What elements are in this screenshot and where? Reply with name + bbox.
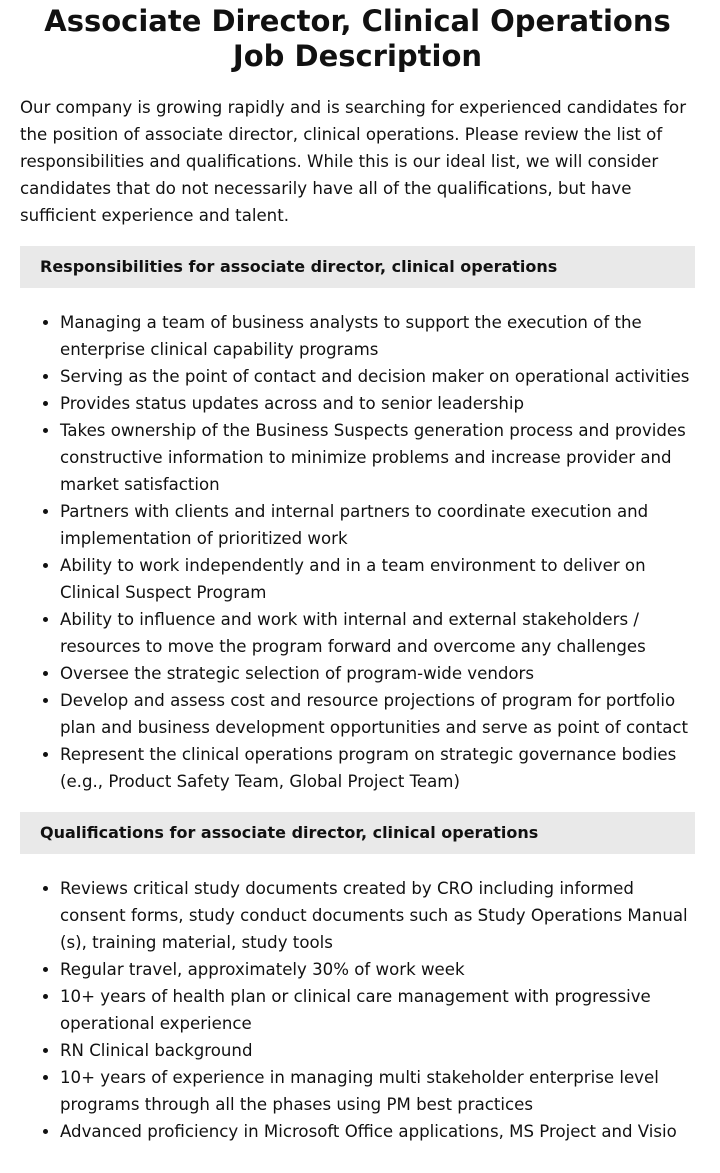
list-item: • 10+ years of experience in managing multi stakeholder enterprise level programs through all the phases using PM best practices <box>60 1064 695 1118</box>
list-item: • Ability to work independently and in a team environment to deliver on Clinical Suspect Program <box>60 552 695 606</box>
list-item: • Oversee the strategic selection of program-wide vendors <box>60 660 695 687</box>
list-item: • Provides status updates across and to senior leadership <box>60 390 695 417</box>
intro-paragraph: Our company is growing rapidly and is searching for experienced candidates for the position of associate director, clinical operations. Please review the list of responsibilities and qualifications. While this is our ideal list, we will consider candidates that do not necessarily have all of the qualifications, but have sufficient experience and talent. <box>20 98 687 225</box>
list-item: • Serving as the point of contact and decision maker on operational activities <box>60 363 695 390</box>
list-item: • Develop and assess cost and resource projections of program for portfolio plan and business development opportunities and serve as point of contact <box>60 687 695 741</box>
list-item: • Represent the clinical operations program on strategic governance bodies (e.g., Product Safety Team, Global Project Team) <box>60 741 695 795</box>
responsibilities-heading: Responsibilities for associate director, clinical operations <box>20 246 695 288</box>
qualifications-heading: Qualifications for associate director, clinical operations <box>20 812 695 854</box>
list-item: • Managing a team of business analysts to support the execution of the enterprise clinical capability programs <box>60 309 695 363</box>
list-item: • Advanced proficiency in Microsoft Office applications, MS Project and Visio <box>60 1118 695 1145</box>
list-item: • Takes ownership of the Business Suspects generation process and provides constructive information to minimize problems and increase provider and market satisfaction <box>60 417 695 498</box>
list-item: • Reviews critical study documents created by CRO including informed consent forms, study conduct documents such as Study Operations Manual (s), training material, study tools <box>60 875 695 956</box>
responsibilities-list <box>20 309 695 795</box>
qualifications-list <box>20 875 695 1145</box>
page-title: Associate Director, Clinical Operations Job Description <box>44 4 671 73</box>
list-item: • Partners with clients and internal partners to coordinate execution and implementation of prioritized work <box>60 498 695 552</box>
list-item: • Ability to influence and work with internal and external stakeholders / resources to move the program forward and overcome any challenges <box>60 606 695 660</box>
list-item: • Regular travel, approximately 30% of work week <box>60 956 695 983</box>
list-item: • RN Clinical background <box>60 1037 695 1064</box>
list-item: • 10+ years of health plan or clinical care management with progressive operational experience <box>60 983 695 1037</box>
